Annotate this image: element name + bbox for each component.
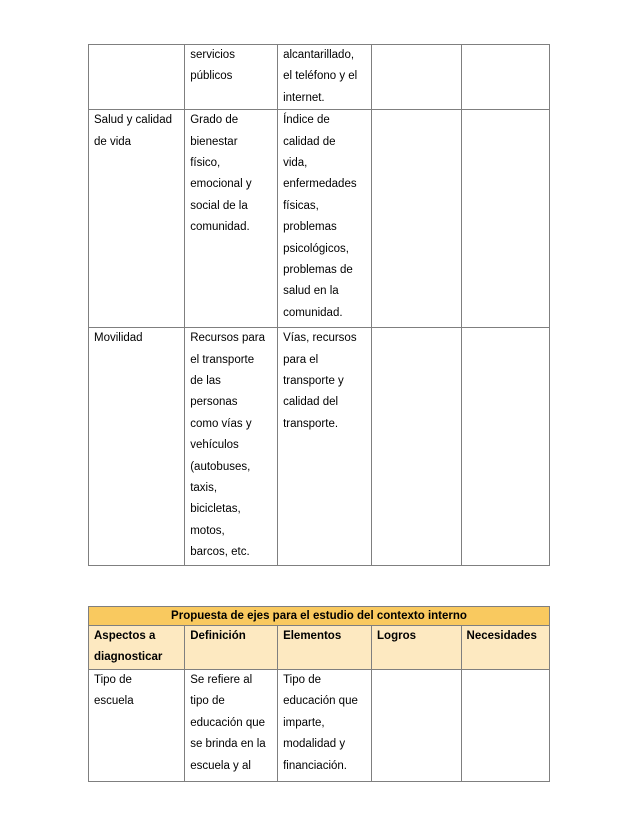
necesidades-cell (461, 328, 549, 566)
table-title: Propuesta de ejes para el estudio del contexto interno (89, 607, 550, 626)
header-logros-text: Logros (377, 630, 417, 642)
header-logros (372, 626, 462, 670)
logros-cell (372, 670, 462, 782)
necesidades-cell (461, 670, 549, 782)
elements-cell (278, 670, 372, 782)
definition-cell (185, 670, 278, 782)
logros-cell (372, 110, 462, 328)
table-row (89, 110, 550, 328)
logros-cell (372, 45, 462, 110)
table-row (89, 45, 550, 110)
elements-text: Tipo de educación que imparte, modalidad y financiación. (283, 674, 358, 772)
header-aspects (89, 626, 185, 670)
header-necesidades-text: Necesidades (466, 630, 537, 642)
definition-text: Se refiere al tipo de educación que se brinda en la escuela y al (190, 674, 266, 772)
elements-cell (278, 328, 372, 566)
aspect-text: Salud y calidad de vida (94, 114, 172, 148)
definition-cell (185, 110, 278, 328)
aspect-cell (89, 45, 185, 110)
header-necesidades (461, 626, 549, 670)
internal-context-table (88, 606, 550, 782)
header-elements (278, 626, 372, 670)
definition-text: Grado de bienestar físico, emocional y social de la comunidad. (190, 114, 252, 234)
table-row (89, 328, 550, 566)
table-header-row (89, 626, 550, 670)
definition-text: Recursos para el transporte de las personas como vías y vehículos (autobuses, taxis, bicicletas, motos, barcos, etc. (190, 332, 266, 559)
header-definition (185, 626, 278, 670)
elements-text: Índice de calidad de vida, enfermedades físicas, problemas psicológicos, problemas de salud en la comunidad. (283, 114, 357, 319)
aspect-text: Tipo de escuela (94, 674, 134, 708)
aspect-text: Movilidad (94, 332, 143, 345)
definition-text: servicios públicos (190, 49, 235, 83)
elements-cell (278, 110, 372, 328)
table-row (89, 670, 550, 782)
header-elements-text: Elementos (283, 630, 342, 642)
elements-text: Vías, recursos para el transporte y calidad del transporte. (283, 332, 357, 430)
table-title-row (89, 607, 550, 626)
necesidades-cell (461, 110, 549, 328)
necesidades-cell (461, 45, 549, 110)
definition-cell (185, 328, 278, 566)
aspect-cell (89, 110, 185, 328)
logros-cell (372, 328, 462, 566)
aspect-cell (89, 328, 185, 566)
context-table-continued (88, 44, 550, 566)
aspect-cell (89, 670, 185, 782)
elements-cell (278, 45, 372, 110)
definition-cell (185, 45, 278, 110)
header-definition-text: Definición (190, 630, 246, 642)
header-aspects-text: Aspectos a diagnosticar (94, 630, 163, 664)
elements-text: alcantarillado, el teléfono y el internet. (283, 49, 358, 104)
